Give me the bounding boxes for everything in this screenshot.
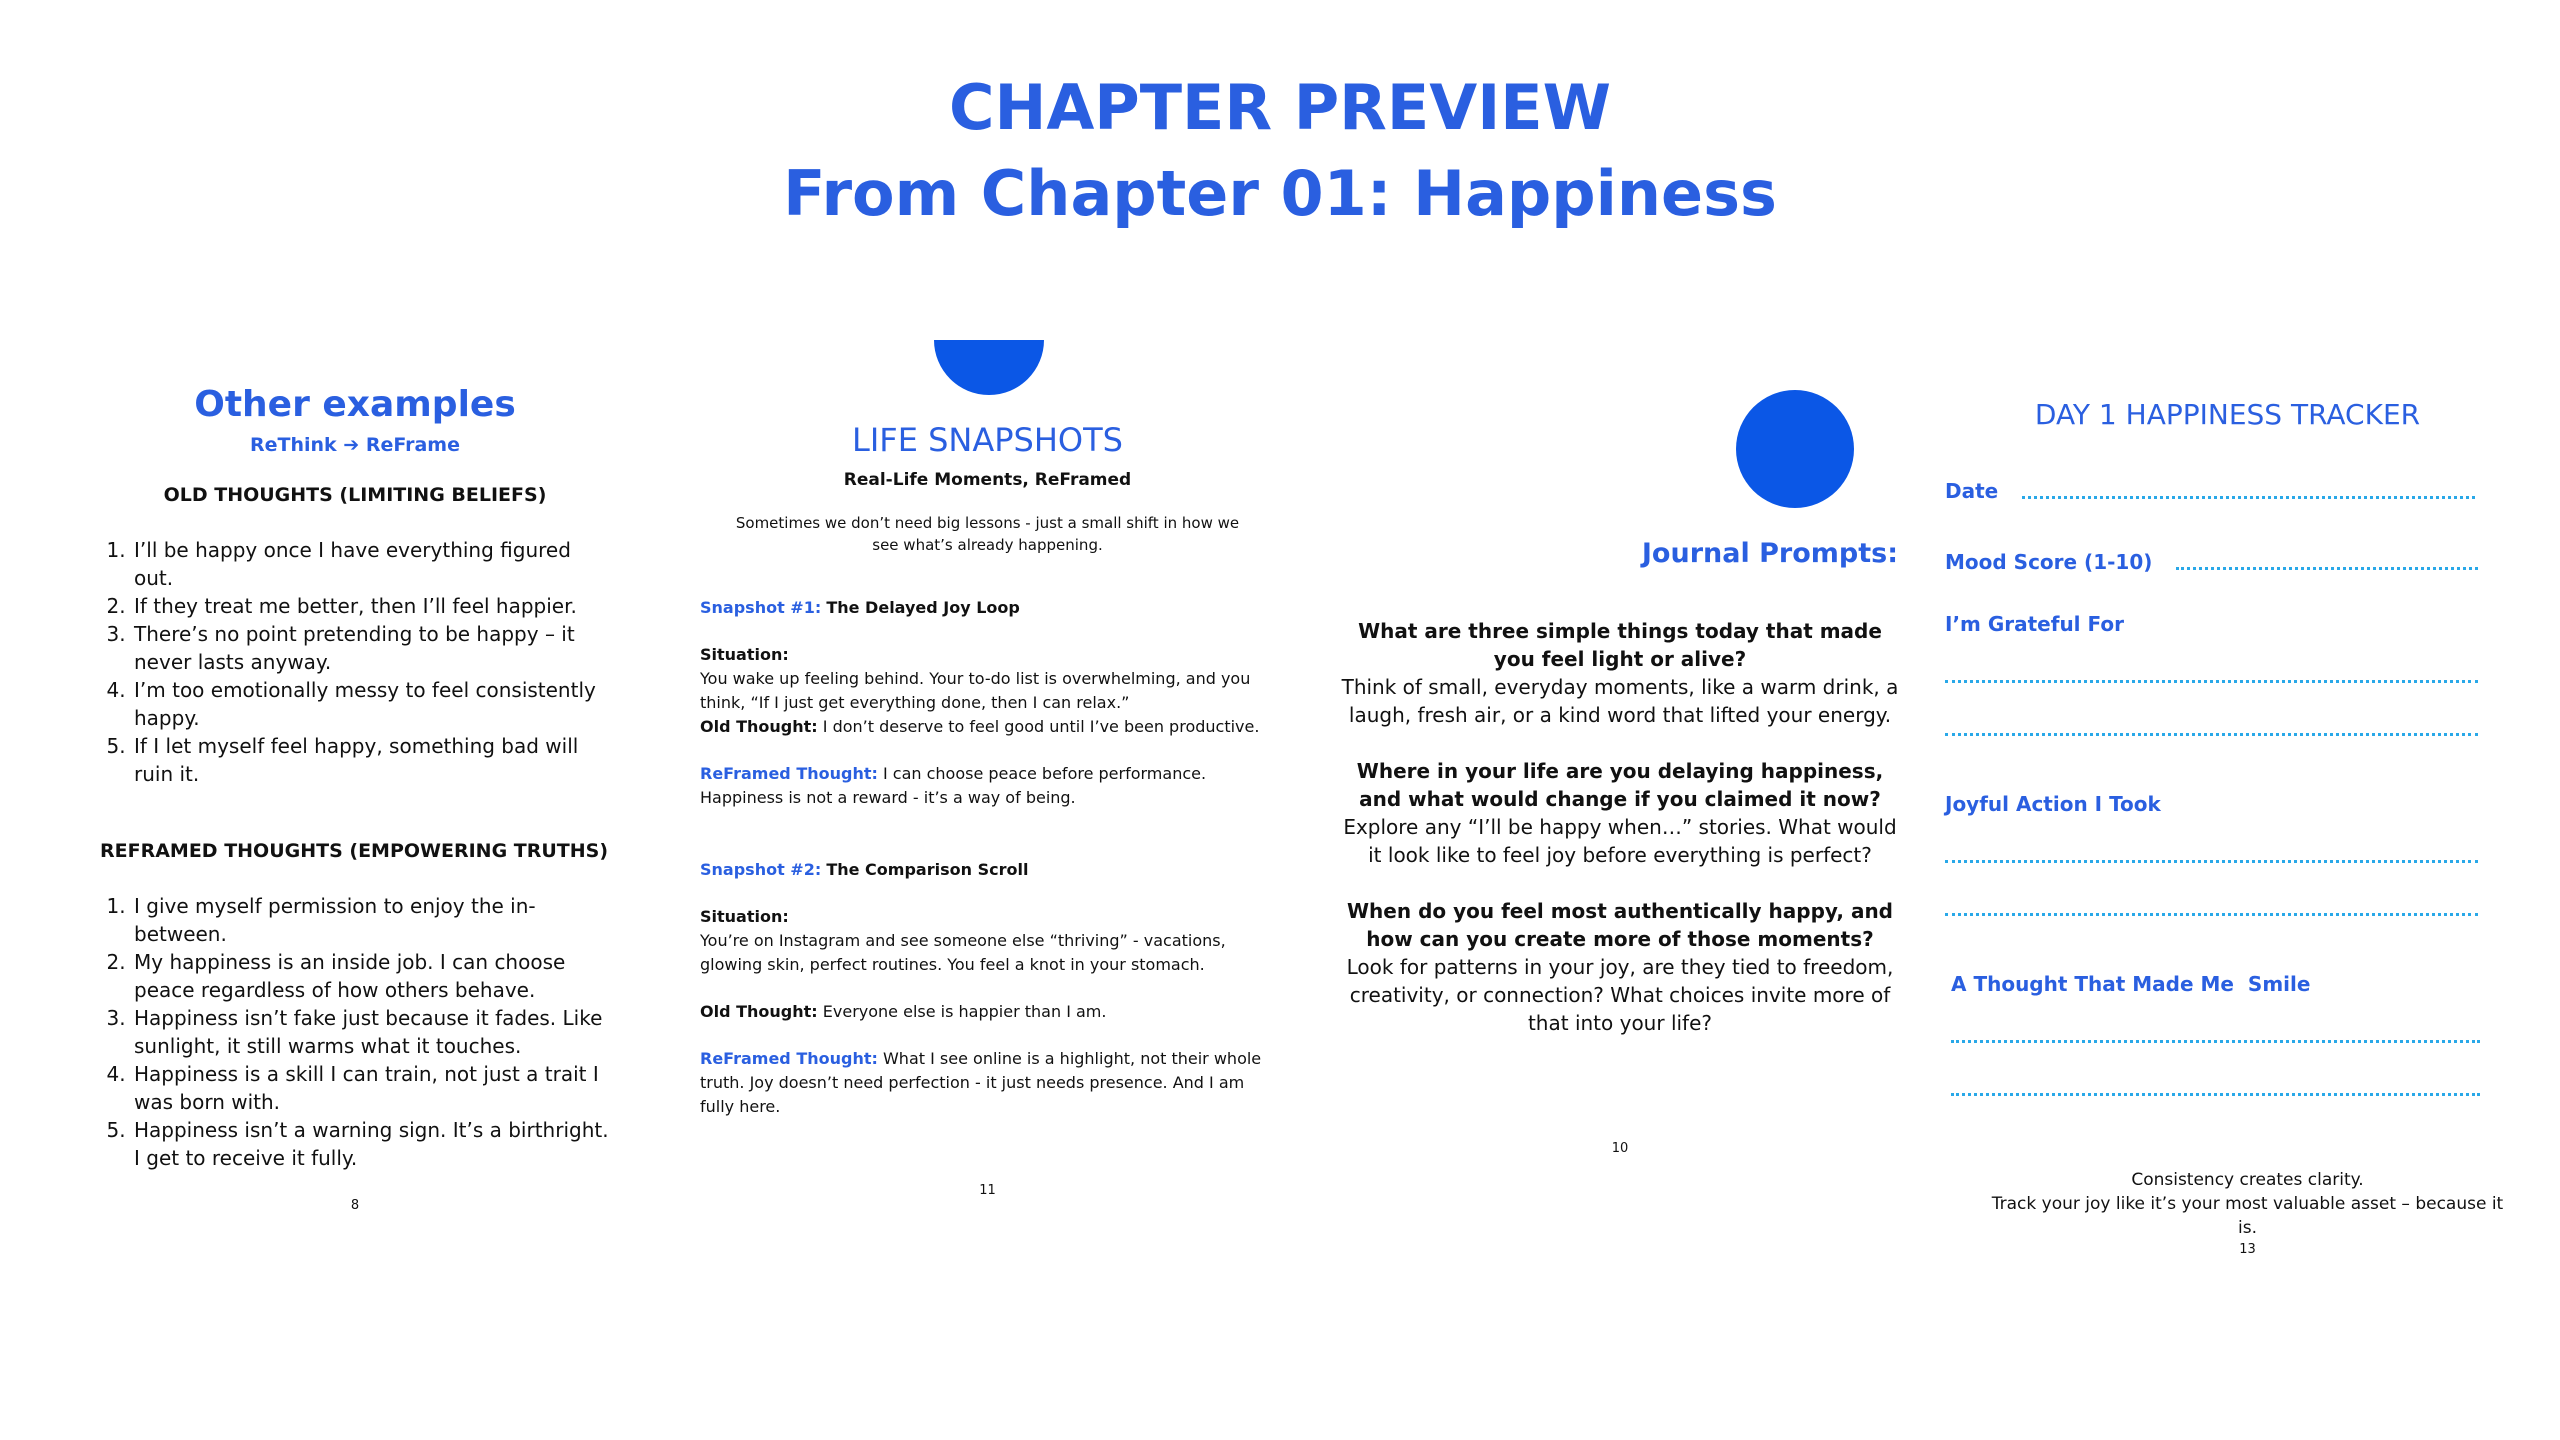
old-thought-text: Everyone else is happier than I am. — [822, 1002, 1107, 1021]
old-thoughts-list — [100, 536, 610, 788]
chapter-preview-header — [0, 65, 2560, 237]
blue-circle-decoration — [1736, 390, 1854, 508]
grateful-label: I’m Grateful For — [1945, 612, 2124, 636]
smile-thought-field — [1945, 972, 2510, 996]
date-label: Date — [1945, 479, 1999, 503]
old-thoughts-heading: OLD THOUGHTS (LIMITING BELIEFS) — [163, 484, 547, 506]
snapshot-1-label: Snapshot #1: — [700, 598, 822, 617]
other-examples-title: Other examples — [194, 384, 516, 425]
list-item: 3. Happiness isn’t fake just because it fades. Like sunlight, it still warms what it touches. — [132, 1004, 610, 1060]
closing-line-2: Track your joy like it’s your most valuable asset – because it is. — [1991, 1194, 2504, 1238]
date-write-line — [2022, 496, 2475, 499]
write-line — [1945, 860, 2478, 863]
list-item: 4. Happiness is a skill I can train, not just a trait I was born with. — [132, 1060, 610, 1116]
page-number: 10 — [1611, 1141, 1629, 1156]
snapshot-2-name: The Comparison Scroll — [826, 860, 1029, 879]
prompt-body: Explore any “I’ll be happy when…” stories. What would it look like to feel joy before everything is perfect? — [1343, 815, 1897, 867]
list-item: 2. If they treat me better, then I’ll feel happier. — [132, 592, 610, 620]
snapshot-1-situation-label — [700, 643, 1275, 667]
journal-prompt — [1340, 757, 1900, 869]
write-line — [1945, 680, 2478, 683]
reframed-thought-label: ReFramed Thought: — [700, 764, 878, 783]
prompt-body: Think of small, everyday moments, like a warm drink, a laugh, fresh air, or a kind word that lifted your energy. — [1341, 675, 1899, 727]
mood-score-write-line — [2176, 567, 2478, 570]
old-thought-label: Old Thought: — [700, 717, 818, 736]
rethink-reframe-subtitle: ReThink ➔ ReFrame — [250, 434, 460, 456]
happiness-tracker-title: DAY 1 HAPPINESS TRACKER — [2034, 398, 2421, 431]
snapshot-2-situation-label — [700, 905, 1275, 929]
old-thought-label: Old Thought: — [700, 1002, 818, 1021]
joyful-action-field — [1945, 792, 2510, 816]
snapshot-2-old-thought — [700, 1000, 1275, 1024]
life-snapshots-title: LIFE SNAPSHOTS — [852, 421, 1123, 459]
reframed-thought-text: I can choose peace before performance. Happiness is not a reward - it’s a way of being. — [700, 764, 1207, 807]
reframed-thought-label: ReFramed Thought: — [700, 1049, 878, 1068]
closing-line-1: Consistency creates clarity. — [2131, 1170, 2364, 1190]
prompt-question: What are three simple things today that made you feel light or alive? — [1358, 619, 1882, 671]
page-8-other-examples — [100, 320, 610, 1213]
snapshot-1-situation: You wake up feeling behind. Your to-do list is overwhelming, and you think, “If I just get everything done, then I can relax.” — [700, 669, 1251, 712]
journal-prompt — [1340, 897, 1900, 1037]
journal-prompt — [1340, 617, 1900, 729]
list-item: 4. I’m too emotionally messy to feel consistently happy. — [132, 676, 610, 732]
list-item: 1. I’ll be happy once I have everything figured out. — [132, 536, 610, 592]
grateful-write-lines — [1945, 680, 2510, 736]
snapshots-body — [700, 596, 1275, 1119]
reframed-thought-text: What I see online is a highlight, not their whole truth. Joy doesn’t need perfection - it just needs presence. And I am fully here. — [700, 1049, 1262, 1116]
reframed-thoughts-list — [100, 892, 610, 1172]
journal-prompts-title: Journal Prompts: — [1641, 538, 1898, 569]
prompt-question: When do you feel most authentically happy, and how can you create more of those moments? — [1347, 899, 1893, 951]
write-line — [1945, 733, 2478, 736]
mood-score-label: Mood Score (1-10) — [1945, 550, 2153, 574]
snapshot-1-heading — [700, 596, 1275, 620]
snapshot-1-name: The Delayed Joy Loop — [826, 598, 1020, 617]
situation-label: Situation: — [700, 645, 789, 664]
situation-label: Situation: — [700, 907, 789, 926]
list-item: 5. If I let myself feel happy, something bad will ruin it. — [132, 732, 610, 788]
write-line — [1945, 913, 2478, 916]
snapshot-2-situation: You’re on Instagram and see someone else “thriving” - vacations, glowing skin, perfect routines. You feel a knot in your stomach. — [700, 931, 1226, 974]
life-snapshots-subtitle: Real-Life Moments, ReFramed — [843, 470, 1132, 490]
page-13-happiness-tracker — [1945, 320, 2510, 1257]
page-10-journal-prompts — [1340, 320, 1900, 1156]
old-thought-text: I don’t deserve to feel good until I’ve been productive. — [822, 717, 1260, 736]
snapshot-2-heading — [700, 858, 1275, 882]
header-title: CHAPTER PREVIEW — [948, 71, 1612, 144]
prompt-question: Where in your life are you delaying happiness, and what would change if you claimed it now? — [1356, 759, 1884, 811]
write-line — [1951, 1040, 2480, 1043]
header-chapter-title: From Chapter 01: Happiness — [783, 157, 1777, 230]
snapshot-1-reframed-thought — [700, 762, 1275, 810]
page-number: 11 — [979, 1183, 996, 1198]
tracker-closing-text — [1945, 1168, 2510, 1240]
life-snapshots-intro: Sometimes we don’t need big lessons - just a small shift in how we see what’s already happening. — [735, 514, 1240, 554]
snapshot-2-reframed-thought — [700, 1047, 1275, 1119]
prompt-body: Look for patterns in your joy, are they tied to freedom, creativity, or connection? What choices invite more of that into your life? — [1346, 955, 1894, 1035]
mood-score-field — [1945, 550, 2478, 574]
smile-thought-write-lines — [1945, 1040, 2510, 1096]
snapshot-1-old-thought — [700, 715, 1275, 739]
page-11-life-snapshots — [700, 320, 1275, 1198]
snapshot-2-label: Snapshot #2: — [700, 860, 822, 879]
list-item: 5. Happiness isn’t a warning sign. It’s a birthright. I get to receive it fully. — [132, 1116, 610, 1172]
joyful-action-write-lines — [1945, 860, 2510, 916]
smile-thought-label: A Thought That Made Me Smile — [1951, 972, 2311, 996]
reframed-thoughts-heading: REFRAMED THOUGHTS (EMPOWERING TRUTHS) — [100, 840, 609, 862]
list-item: 3. There’s no point pretending to be happy – it never lasts anyway. — [132, 620, 610, 676]
date-field — [1945, 479, 2475, 503]
list-item: 1. I give myself permission to enjoy the in-between. — [132, 892, 610, 948]
list-item: 2. My happiness is an inside job. I can choose peace regardless of how others behave. — [132, 948, 610, 1004]
page-number: 8 — [350, 1198, 360, 1213]
page-number: 13 — [2239, 1242, 2256, 1257]
joyful-action-label: Joyful Action I Took — [1945, 792, 2161, 816]
write-line — [1951, 1093, 2480, 1096]
blue-semicircle-decoration — [934, 340, 1044, 395]
grateful-field — [1945, 612, 2510, 636]
